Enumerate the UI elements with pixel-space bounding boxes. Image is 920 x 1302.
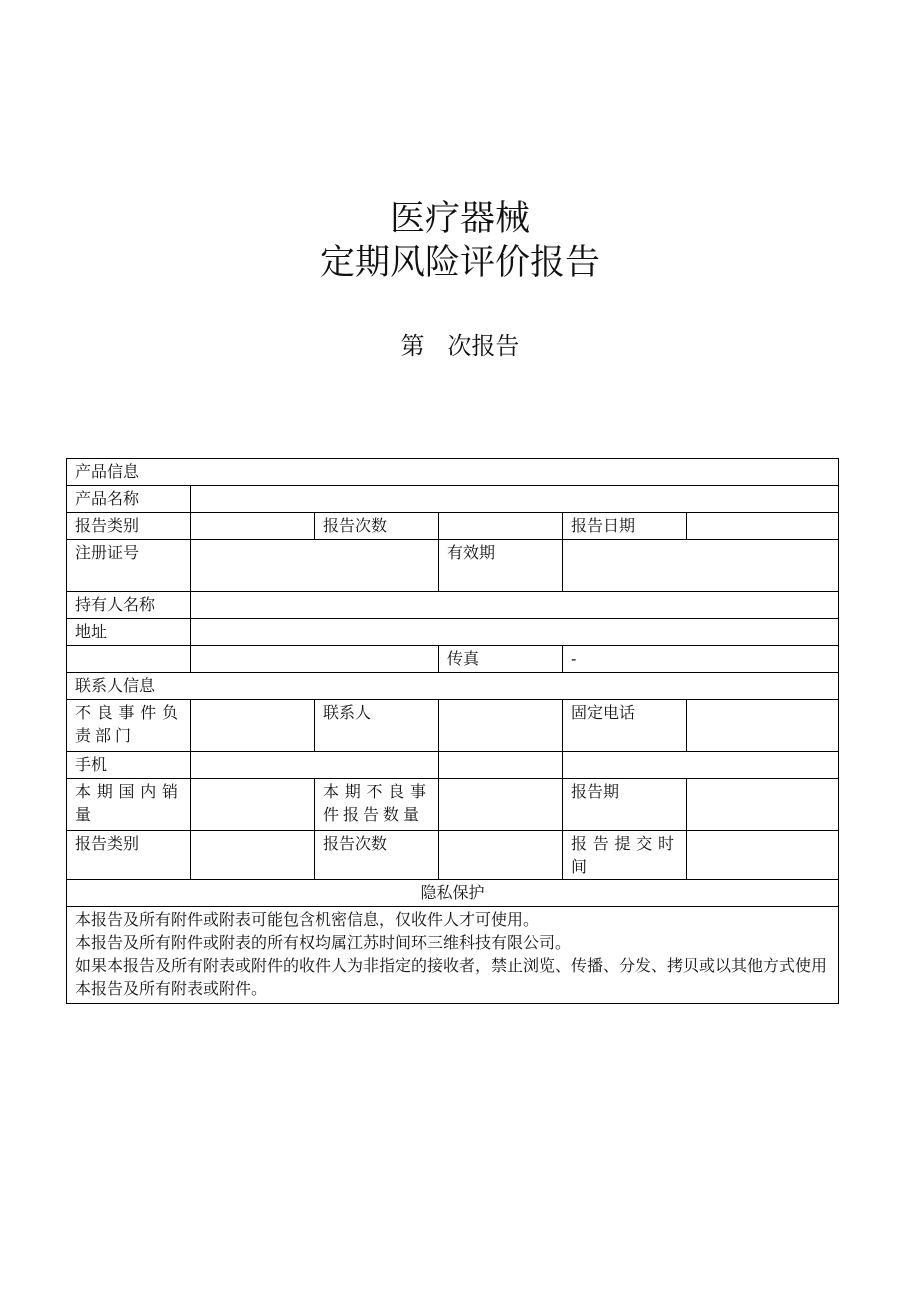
label-validity: 有效期 xyxy=(439,540,563,592)
domestic-sales-field[interactable] xyxy=(191,779,315,831)
submit-time-field[interactable] xyxy=(687,831,839,880)
product-name-field[interactable] xyxy=(191,486,839,513)
label-contact-person: 联系人 xyxy=(315,700,439,752)
address-field[interactable] xyxy=(191,619,839,646)
privacy-line-1: 本报告及所有附件或附表可能包含机密信息，仅收件人才可使用。 xyxy=(75,910,540,929)
privacy-line-2: 本报告及所有附件或附表的所有权均属江苏时间环三维科技有限公司。 xyxy=(75,933,572,952)
table-row xyxy=(67,880,839,907)
table-row xyxy=(67,752,839,779)
label-report-period: 报告期 xyxy=(563,779,687,831)
validity-field[interactable] xyxy=(563,540,839,592)
document-title-line2: 定期风险评价报告 xyxy=(319,243,600,283)
table-row xyxy=(67,673,839,700)
report-type-field[interactable] xyxy=(191,513,315,540)
section-privacy: 隐私保护 xyxy=(67,880,839,907)
table-row xyxy=(67,619,839,646)
label-report-count: 报告次数 xyxy=(315,513,439,540)
table-row xyxy=(67,700,839,752)
blank-label-cell xyxy=(67,646,191,673)
label-domestic-sales: 本期国内销量 xyxy=(67,779,191,831)
section-product-info: 产品信息 xyxy=(67,459,839,486)
privacy-line-3: 如果本报告及所有附表或附件的收件人为非指定的接收者，禁止浏览、传播、分发、拷贝或以其他方式使用本报告及所有附表或附件。 xyxy=(75,956,828,998)
mobile-field[interactable] xyxy=(191,752,439,779)
table-row xyxy=(67,779,839,831)
table-row xyxy=(67,592,839,619)
label-mobile: 手机 xyxy=(67,752,191,779)
adverse-count-field[interactable] xyxy=(439,779,563,831)
report-count-field[interactable] xyxy=(439,513,563,540)
label-registration-no: 注册证号 xyxy=(67,540,191,592)
table-row xyxy=(67,486,839,513)
table-row xyxy=(67,646,839,673)
label-landline: 固定电话 xyxy=(563,700,687,752)
report-form-table xyxy=(66,458,839,1004)
label-fax: 传真 xyxy=(439,646,563,673)
report-period-field[interactable] xyxy=(687,779,839,831)
blank-cell[interactable] xyxy=(439,752,563,779)
contact-person-field[interactable] xyxy=(439,700,563,752)
blank-cell[interactable] xyxy=(563,752,839,779)
label-report-count-2: 报告次数 xyxy=(315,831,439,880)
fax-field[interactable]: - xyxy=(563,646,839,673)
label-report-date: 报告日期 xyxy=(563,513,687,540)
label-report-type-2: 报告类别 xyxy=(67,831,191,880)
report-type-2-field[interactable] xyxy=(191,831,315,880)
label-product-name: 产品名称 xyxy=(67,486,191,513)
registration-no-field[interactable] xyxy=(191,540,439,592)
document-title-line1: 医疗器械 xyxy=(389,199,530,239)
privacy-notice xyxy=(67,907,839,1004)
label-holder-name: 持有人名称 xyxy=(67,592,191,619)
landline-field[interactable] xyxy=(687,700,839,752)
holder-name-field[interactable] xyxy=(191,592,839,619)
label-adverse-count: 本期不良事件报告数量 xyxy=(315,779,439,831)
report-date-field[interactable] xyxy=(687,513,839,540)
adverse-dept-field[interactable] xyxy=(191,700,315,752)
table-row xyxy=(67,459,839,486)
label-adverse-dept: 不良事件负责部门 xyxy=(67,700,191,752)
label-address: 地址 xyxy=(67,619,191,646)
label-report-type: 报告类别 xyxy=(67,513,191,540)
blank-field[interactable] xyxy=(191,646,439,673)
section-contact-info: 联系人信息 xyxy=(67,673,839,700)
table-row xyxy=(67,540,839,592)
report-number-subtitle: 第 次报告 xyxy=(400,332,520,360)
table-row xyxy=(67,907,839,1004)
table-row xyxy=(67,513,839,540)
table-row xyxy=(67,831,839,880)
report-count-2-field[interactable] xyxy=(439,831,563,880)
label-submit-time: 报告提交时间 xyxy=(563,831,687,880)
